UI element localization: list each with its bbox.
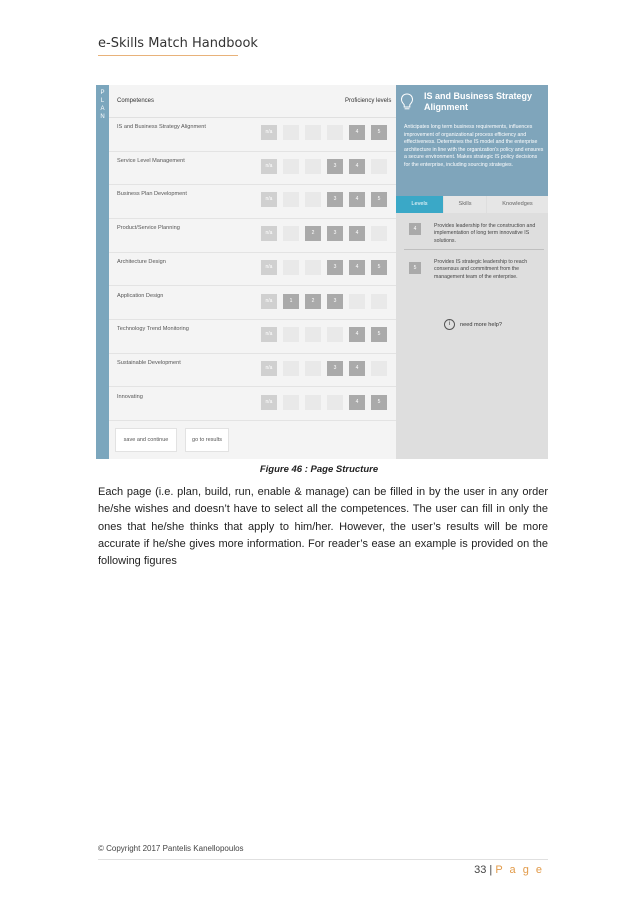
plan-letter: L	[100, 98, 105, 104]
level-5-button[interactable]	[371, 361, 387, 376]
go-to-results-button[interactable]: go to results	[185, 428, 229, 452]
help-label: need more help?	[460, 321, 502, 328]
level-5-button[interactable]: 5	[371, 395, 387, 410]
info-icon: i	[444, 319, 455, 330]
level-3-button[interactable]: 3	[327, 159, 343, 174]
level-na-button[interactable]: n/a	[261, 395, 277, 410]
level-5-button[interactable]	[371, 159, 387, 174]
competence-label: Innovating	[117, 393, 143, 400]
competences-heading: Competences	[117, 98, 155, 104]
level-2-button[interactable]: 2	[305, 226, 321, 241]
level-4-button[interactable]: 4	[349, 226, 365, 241]
level-4-button[interactable]: 4	[349, 327, 365, 342]
level-4-button[interactable]: 4	[349, 361, 365, 376]
tab-levels[interactable]: Levels	[396, 196, 443, 213]
app-screenshot	[96, 85, 548, 459]
level-1-button[interactable]	[283, 226, 299, 241]
competence-row	[109, 184, 396, 219]
detail-title: IS and Business Strategy Alignment	[424, 91, 533, 112]
competence-row	[109, 319, 396, 354]
level-na-button[interactable]: n/a	[261, 260, 277, 275]
level-description: Provides leadership for the construction and implementation of long term innovative IS solutions.	[434, 223, 536, 244]
competence-label: Sustainable Development	[117, 359, 181, 366]
level-1-button[interactable]: 1	[283, 294, 299, 309]
competence-label: Technology Trend Monitoring	[117, 326, 189, 333]
footer-rule	[98, 859, 548, 860]
level-5-button[interactable]	[371, 294, 387, 309]
level-4-button[interactable]: 4	[349, 159, 365, 174]
level-na-button[interactable]: n/a	[261, 125, 277, 140]
plan-sidebar	[96, 85, 109, 459]
detail-panel	[396, 85, 548, 459]
competence-label: Architecture Design	[117, 258, 166, 265]
competence-label: Product/Service Planning	[117, 225, 180, 232]
competence-row	[109, 117, 396, 152]
level-3-button[interactable]	[327, 125, 343, 140]
competence-row	[109, 353, 396, 388]
level-1-button[interactable]	[283, 192, 299, 207]
proficiency-heading: Proficiency levels	[345, 98, 392, 104]
level-2-button[interactable]	[305, 260, 321, 275]
figure-caption: Figure 46 : Page Structure	[259, 464, 379, 475]
competence-list	[109, 85, 396, 459]
level-2-button[interactable]	[305, 361, 321, 376]
level-3-button[interactable]	[327, 327, 343, 342]
level-na-button[interactable]: n/a	[261, 159, 277, 174]
competence-label: Application Design	[117, 292, 164, 299]
level-2-button[interactable]	[305, 125, 321, 140]
level-na-button[interactable]: n/a	[261, 361, 277, 376]
tab-knowledges[interactable]: Knowledges	[487, 196, 548, 213]
level-3-button[interactable]: 3	[327, 192, 343, 207]
level-3-button[interactable]	[327, 395, 343, 410]
level-number: 5	[409, 262, 421, 274]
detail-tabs	[396, 196, 548, 213]
competence-label: Business Plan Development	[117, 191, 187, 198]
header-rule	[98, 55, 238, 56]
button-row	[109, 426, 396, 459]
level-1-button[interactable]	[283, 159, 299, 174]
competence-row	[109, 218, 396, 253]
level-3-button[interactable]: 3	[327, 226, 343, 241]
copyright: © Copyright 2017 Pantelis Kanellopoulos	[98, 844, 244, 853]
level-2-button[interactable]	[305, 395, 321, 410]
level-3-button[interactable]: 3	[327, 294, 343, 309]
competence-label: IS and Business Strategy Alignment	[117, 124, 206, 130]
level-na-button[interactable]: n/a	[261, 226, 277, 241]
level-1-button[interactable]	[283, 395, 299, 410]
lightbulb-icon	[400, 93, 414, 111]
level-4-button[interactable]: 4	[349, 125, 365, 140]
plan-letter: N	[100, 114, 105, 120]
save-continue-button[interactable]: save and continue	[115, 428, 177, 452]
level-4-button[interactable]: 4	[349, 260, 365, 275]
level-3-button[interactable]: 3	[327, 361, 343, 376]
competence-row	[109, 387, 396, 422]
level-5-button[interactable]: 5	[371, 260, 387, 275]
level-divider	[404, 249, 544, 250]
level-na-button[interactable]: n/a	[261, 294, 277, 309]
level-1-button[interactable]	[283, 260, 299, 275]
plan-letter: A	[100, 106, 105, 112]
level-5-button[interactable]	[371, 226, 387, 241]
level-1-button[interactable]	[283, 361, 299, 376]
competence-row	[109, 286, 396, 321]
plan-letter: P	[100, 90, 105, 96]
level-5-button[interactable]: 5	[371, 192, 387, 207]
level-4-button[interactable]: 4	[349, 192, 365, 207]
competence-row	[109, 252, 396, 287]
level-2-button[interactable]	[305, 159, 321, 174]
level-5-button[interactable]: 5	[371, 327, 387, 342]
competence-row	[109, 151, 396, 186]
level-5-button[interactable]: 5	[371, 125, 387, 140]
page-number: 33 | P a g e	[474, 864, 544, 876]
body-paragraph: Each page (i.e. plan, build, run, enable & manage) can be filled in by the user in any order he/she wishes and doesn’t have to select all the competences. The user can fill in only the ones that he/she thinks that apply to him/her. However, the user’s results will be more accurate if he/she gives more information. For reader’s ease an example is provided on the following figures	[98, 486, 548, 568]
help-link[interactable]	[444, 319, 502, 330]
level-4-button[interactable]: 4	[349, 395, 365, 410]
level-3-button[interactable]: 3	[327, 260, 343, 275]
page-number-value: 33	[474, 864, 487, 876]
level-na-button[interactable]: n/a	[261, 192, 277, 207]
page-label: P a g e	[495, 864, 544, 876]
level-1-button[interactable]	[283, 125, 299, 140]
level-number: 4	[409, 223, 421, 235]
level-4-button[interactable]	[349, 294, 365, 309]
level-2-button[interactable]	[305, 192, 321, 207]
level-2-button[interactable]: 2	[305, 294, 321, 309]
tab-skills[interactable]: Skills	[444, 196, 486, 213]
header-title: e-Skills Match Handbook	[98, 36, 258, 51]
level-description: Provides IS strategic leadership to reach consensus and commitment from the management team of the enterprise.	[434, 259, 528, 280]
level-na-button[interactable]: n/a	[261, 327, 277, 342]
level-1-button[interactable]	[283, 327, 299, 342]
detail-description: Anticipates long term business requirements, influences improvement of organizational process efficiency and effectiveness. Determines the IS model and the enterprise architecture in line with the organization's policy and ensures a secure environment. Makes strategic IS policy decisions for the enterprise, including sourcing strategies.	[404, 124, 544, 168]
competence-label: Service Level Management	[117, 157, 185, 164]
competence-header	[109, 85, 396, 118]
detail-header	[396, 85, 548, 196]
level-2-button[interactable]	[305, 327, 321, 342]
